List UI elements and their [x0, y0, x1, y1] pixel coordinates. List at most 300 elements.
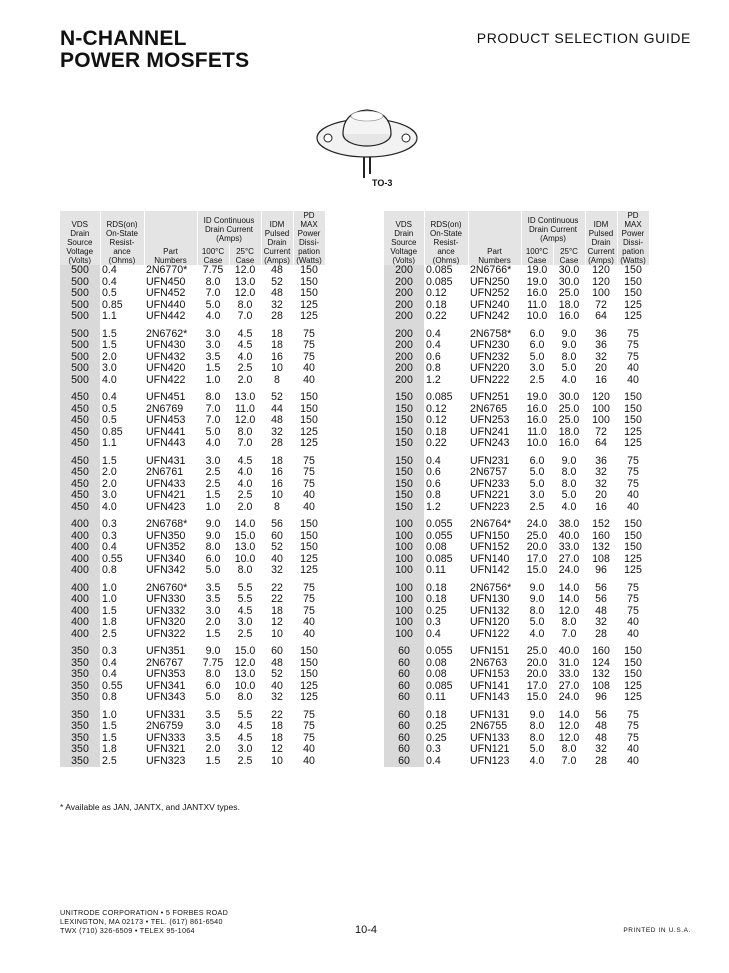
rds-cell: 0.3: [102, 529, 117, 542]
id100-cell: 9.0: [529, 593, 545, 605]
table-row: [384, 704, 649, 722]
idm-cell: 52: [271, 541, 283, 553]
pd-cell: 40: [627, 627, 639, 640]
vds-cell: 400: [60, 606, 100, 618]
id25-cell: 7.0: [237, 310, 253, 322]
pd-cell: 150: [300, 541, 318, 553]
idm-cell: 96: [595, 691, 607, 703]
id100-cell: 1.5: [205, 362, 221, 374]
vds-header: VDS Drain Source Voltage (Volts): [60, 211, 100, 265]
pd-cell: 150: [624, 518, 642, 530]
rds-cell: 2.5: [102, 754, 117, 767]
id100-cell: 25.0: [526, 529, 548, 542]
part-number-cell: UFN122: [470, 627, 510, 640]
vds-cell: 200: [384, 311, 424, 323]
id100-cell: 8.0: [529, 731, 545, 744]
table-row: [384, 490, 649, 502]
table-row: [384, 721, 649, 733]
id25-cell: 13.0: [234, 275, 256, 288]
part-number-cell: UFN130: [470, 593, 510, 605]
id25-cell: 4.0: [237, 477, 253, 490]
vds-cell: 60: [384, 721, 424, 733]
table-row: [384, 450, 649, 468]
id100-cell: 16.0: [526, 287, 548, 299]
rds-cell: 0.12: [426, 402, 447, 415]
part-number-cell: UFN153: [470, 668, 510, 680]
id25-cell: 4.0: [237, 350, 253, 363]
pd-cell: 150: [624, 402, 642, 415]
pd-cell: 125: [300, 564, 318, 576]
table-row: [60, 352, 325, 364]
id100-cell: 10.0: [526, 310, 548, 322]
id100-cell: 9.0: [205, 645, 221, 657]
idm-cell: 36: [595, 454, 607, 467]
table-row: [384, 554, 649, 566]
idm-cell: 40: [271, 552, 283, 565]
id100-cell: 15.0: [526, 691, 548, 703]
vds-cell: 350: [60, 669, 100, 681]
pd-cell: 75: [627, 593, 639, 605]
id100-cell: 5.0: [529, 477, 545, 490]
part-number-cell: UFN440: [146, 298, 186, 311]
id100-cell: 4.0: [529, 754, 545, 767]
id100-cell: 3.0: [205, 604, 221, 617]
part-number-cell: UFN350: [146, 529, 186, 542]
table-row: [384, 288, 649, 300]
idm-cell: 48: [595, 604, 607, 617]
rds-cell: 0.3: [426, 743, 441, 755]
rds-cell: 0.4: [102, 264, 117, 276]
vds-cell: 200: [384, 323, 424, 341]
part-number-cell: 2N6756*: [470, 581, 512, 594]
id25-cell: 10.0: [234, 552, 256, 565]
table-row: [384, 323, 649, 341]
table-row: [384, 629, 649, 641]
id25-cell: 4.5: [237, 731, 253, 744]
vds-cell: 60: [384, 669, 424, 681]
pd-cell: 40: [303, 489, 315, 501]
table-row: [384, 513, 649, 531]
rds-cell: 0.11: [426, 691, 446, 703]
part-number-cell: UFN441: [146, 425, 186, 438]
vds-cell: 150: [384, 490, 424, 502]
id25-cell: 10.0: [234, 679, 256, 692]
idm-cell: 18: [271, 327, 283, 340]
part-header: Part Numbers: [144, 211, 197, 265]
pd-header: PD MAX Power Dissi- pation (Watts): [293, 211, 325, 265]
id100-cell: 20.0: [526, 541, 548, 553]
idm-cell: 20: [595, 362, 607, 374]
part-number-cell: UFN423: [146, 500, 186, 513]
part-number-cell: 2N6768*: [146, 518, 188, 530]
vds-cell: 450: [60, 438, 100, 450]
idm-cell: 22: [271, 581, 283, 594]
pd-cell: 75: [627, 350, 639, 363]
pd-cell: 75: [303, 454, 315, 467]
pd-cell: 150: [624, 668, 642, 680]
pd-header: PD MAX Power Dissi- pation (Watts): [617, 211, 649, 265]
idm-cell: 64: [595, 310, 607, 322]
vds-cell: 350: [60, 704, 100, 722]
idm-cell: 132: [592, 668, 610, 680]
idm-cell: 36: [595, 327, 607, 340]
rds-cell: 0.5: [102, 287, 117, 299]
vds-cell: 500: [60, 311, 100, 323]
company-address: [60, 908, 228, 935]
part-number-cell: UFN253: [470, 414, 510, 426]
idm-cell: 18: [271, 720, 283, 732]
id100-cell: 3.0: [205, 454, 221, 467]
pd-cell: 150: [300, 414, 318, 426]
part-number-cell: UFN453: [146, 414, 186, 426]
idm-cell: 12: [271, 743, 283, 755]
pd-cell: 150: [624, 645, 642, 657]
pd-cell: 40: [303, 627, 315, 640]
part-number-cell: UFN422: [146, 373, 186, 386]
id25-cell: 5.5: [237, 581, 253, 594]
id25-header: 25°C Case: [553, 243, 585, 265]
rds-cell: 0.085: [426, 264, 453, 276]
vds-cell: 100: [384, 594, 424, 606]
vds-cell: 400: [60, 629, 100, 641]
pd-cell: 150: [624, 541, 642, 553]
table-row: [60, 311, 325, 323]
idm-cell: 28: [271, 437, 283, 449]
footnote: * Available as JAN, JANTX, and JANTXV types.: [60, 802, 240, 812]
rds-cell: 0.08: [426, 656, 447, 669]
id100-cell: 8.0: [529, 720, 545, 732]
rds-cell: 0.085: [426, 552, 453, 565]
id25-cell: 2.5: [237, 754, 253, 767]
to3-package-icon: [312, 100, 422, 190]
part-number-cell: UFN321: [146, 743, 186, 755]
id25-cell: 24.0: [558, 564, 580, 576]
rds-cell: 0.085: [426, 391, 453, 403]
vds-cell: 350: [60, 721, 100, 733]
table-row: [60, 629, 325, 641]
id25-cell: 9.0: [561, 327, 577, 340]
id100-cell: 4.0: [205, 437, 221, 449]
pd-cell: 150: [624, 264, 642, 276]
pd-cell: 125: [300, 437, 318, 449]
idm-cell: 64: [595, 437, 607, 449]
id25-cell: 8.0: [561, 743, 577, 755]
id25-cell: 13.0: [234, 668, 256, 680]
vds-cell: 60: [384, 704, 424, 722]
id100-cell: 8.0: [529, 604, 545, 617]
rds-cell: 0.6: [426, 477, 441, 490]
id25-cell: 14.0: [558, 581, 580, 594]
vds-cell: 400: [60, 513, 100, 531]
part-number-cell: 2N6770*: [146, 264, 188, 276]
idm-cell: 52: [271, 275, 283, 288]
idm-cell: 16: [595, 373, 607, 386]
idm-cell: 56: [595, 708, 607, 721]
guide-heading: PRODUCT SELECTION GUIDE: [476, 30, 691, 46]
id100-cell: 5.0: [205, 298, 221, 311]
vds-cell: 400: [60, 565, 100, 577]
idm-cell: 32: [595, 743, 607, 755]
id25-cell: 2.0: [237, 373, 253, 386]
pd-cell: 75: [627, 708, 639, 721]
part-number-cell: UFN351: [146, 645, 186, 657]
part-number-cell: UFN322: [146, 627, 186, 640]
rds-cell: 0.85: [102, 425, 123, 438]
rds-cell: 2.0: [102, 466, 117, 478]
rds-cell: 1.0: [102, 708, 117, 721]
part-number-cell: UFN121: [470, 743, 510, 755]
pd-cell: 75: [627, 327, 639, 340]
idm-cell: 32: [271, 298, 283, 311]
part-number-cell: UFN341: [146, 679, 186, 692]
table-row: [384, 311, 649, 323]
id25-cell: 31.0: [558, 656, 580, 669]
table-row: [60, 340, 325, 352]
idm-cell: 120: [592, 391, 610, 403]
id100-cell: 5.0: [205, 564, 221, 576]
rds-cell: 0.4: [426, 339, 441, 351]
table-row: [60, 288, 325, 300]
vds-cell: 100: [384, 554, 424, 566]
pd-cell: 40: [627, 489, 639, 501]
table-row: [60, 756, 325, 768]
part-number-cell: UFN252: [470, 287, 510, 299]
idm-cell: 16: [271, 477, 283, 490]
pd-cell: 150: [300, 518, 318, 530]
id100-cell: 3.0: [205, 339, 221, 351]
rds-cell: 0.08: [426, 668, 447, 680]
pd-cell: 75: [627, 339, 639, 351]
idm-cell: 96: [595, 564, 607, 576]
part-number-cell: UFN340: [146, 552, 186, 565]
pd-cell: 75: [303, 708, 315, 721]
id-header: ID Continuous Drain Current (Amps): [197, 211, 261, 243]
id25-cell: 12.0: [558, 604, 580, 617]
rds-cell: 0.8: [426, 362, 441, 374]
id100-cell: 8.0: [205, 541, 221, 553]
vds-cell: 350: [60, 658, 100, 670]
id25-cell: 7.0: [561, 754, 577, 767]
rds-cell: 1.5: [102, 339, 117, 351]
rds-cell: 1.5: [102, 327, 117, 340]
id25-cell: 4.5: [237, 604, 253, 617]
id100-cell: 20.0: [526, 656, 548, 669]
id25-cell: 25.0: [558, 402, 580, 415]
pd-cell: 150: [624, 287, 642, 299]
part-number-cell: 2N6758*: [470, 327, 512, 340]
vds-cell: 400: [60, 542, 100, 554]
part-number-cell: UFN430: [146, 339, 186, 351]
rds-cell: 0.4: [102, 541, 117, 553]
id100-cell: 1.0: [205, 500, 221, 513]
printed-note: PRINTED IN U.S.A.: [623, 927, 691, 934]
vds-cell: 350: [60, 744, 100, 756]
rds-cell: 0.6: [426, 466, 441, 478]
id100-cell: 10.0: [526, 437, 548, 449]
vds-cell: 100: [384, 542, 424, 554]
part-number-cell: UFN231: [470, 454, 510, 467]
id25-cell: 12.0: [234, 656, 256, 669]
pd-cell: 75: [303, 466, 315, 478]
pd-cell: 125: [624, 437, 642, 449]
id100-cell: 20.0: [526, 668, 548, 680]
table-row: [60, 363, 325, 375]
rds-cell: 0.18: [426, 298, 447, 311]
rds-cell: 0.3: [102, 645, 117, 657]
id25-cell: 12.0: [234, 264, 256, 276]
id100-cell: 17.0: [526, 552, 548, 565]
part-number-cell: 2N6759: [146, 720, 184, 732]
part-number-cell: UFN230: [470, 339, 510, 351]
id25-cell: 3.0: [237, 743, 253, 755]
vds-cell: 400: [60, 594, 100, 606]
vds-cell: 500: [60, 352, 100, 364]
id25-cell: 13.0: [234, 391, 256, 403]
id25-cell: 4.5: [237, 339, 253, 351]
vds-header: VDS Drain Source Voltage (Volts): [384, 211, 424, 265]
vds-cell: 150: [384, 438, 424, 450]
id100-cell: 3.5: [205, 350, 221, 363]
table-row: [384, 386, 649, 404]
pd-cell: 75: [627, 477, 639, 490]
part-number-cell: 2N6763: [470, 656, 508, 669]
pd-cell: 125: [624, 679, 642, 692]
id100-cell: 15.0: [526, 564, 548, 576]
idm-cell: 8: [274, 373, 280, 386]
rds-header: RDS(on) On-State Resist- ance (Ohms): [100, 211, 144, 265]
vds-cell: 60: [384, 744, 424, 756]
vds-cell: 400: [60, 617, 100, 629]
idm-cell: 10: [271, 362, 283, 374]
part-number-cell: UFN330: [146, 593, 186, 605]
pd-cell: 150: [624, 275, 642, 288]
vds-cell: 200: [384, 300, 424, 312]
id25-cell: 14.0: [558, 593, 580, 605]
table-row: [384, 577, 649, 595]
vds-cell: 200: [384, 340, 424, 352]
idm-cell: 12: [271, 616, 283, 628]
id100-cell: 2.5: [205, 466, 221, 478]
table-row: [60, 577, 325, 595]
part-number-cell: UFN432: [146, 350, 186, 363]
id100-cell: 1.0: [205, 373, 221, 386]
table-row: [60, 721, 325, 733]
idm-cell: 72: [595, 298, 607, 311]
pd-cell: 40: [627, 500, 639, 513]
rds-cell: 0.4: [102, 391, 117, 403]
id25-cell: 13.0: [234, 541, 256, 553]
table-row: [384, 265, 649, 277]
table-row: [384, 756, 649, 768]
pd-cell: 125: [624, 298, 642, 311]
vds-cell: 200: [384, 352, 424, 364]
id100-header: 100°C Case: [521, 243, 553, 265]
id100-cell: 17.0: [526, 679, 548, 692]
id25-cell: 14.0: [234, 518, 256, 530]
pd-cell: 75: [303, 477, 315, 490]
idm-cell: 52: [271, 391, 283, 403]
rds-cell: 0.4: [426, 327, 441, 340]
rds-cell: 3.0: [102, 362, 117, 374]
part-number-cell: UFN223: [470, 500, 510, 513]
pd-cell: 150: [624, 656, 642, 669]
table-row: [384, 733, 649, 745]
id100-cell: 11.0: [527, 298, 547, 311]
part-number-cell: UFN232: [470, 350, 510, 363]
idm-cell: 32: [595, 466, 607, 478]
rds-cell: 1.5: [102, 720, 117, 732]
id100-cell: 5.0: [529, 616, 545, 628]
vds-cell: 450: [60, 467, 100, 479]
id25-cell: 8.0: [561, 350, 577, 363]
pd-cell: 125: [300, 298, 318, 311]
id25-cell: 8.0: [561, 466, 577, 478]
pd-cell: 150: [300, 264, 318, 276]
part-number-cell: UFN151: [470, 645, 510, 657]
part-number-cell: UFN240: [470, 298, 510, 311]
table-row: [384, 594, 649, 606]
title-line-2: POWER MOSFETS: [60, 49, 250, 72]
idm-cell: 56: [271, 518, 283, 530]
pd-cell: 75: [303, 731, 315, 744]
id100-cell: 9.0: [205, 529, 221, 542]
vds-cell: 450: [60, 427, 100, 439]
part-number-cell: UFN243: [470, 437, 510, 449]
part-number-cell: 2N6766*: [470, 264, 512, 276]
rds-cell: 0.18: [426, 593, 447, 605]
part-number-cell: UFN343: [146, 691, 186, 703]
pd-cell: 75: [303, 350, 315, 363]
table-row: [60, 450, 325, 468]
pd-cell: 150: [300, 529, 318, 542]
vds-cell: 400: [60, 577, 100, 595]
idm-cell: 36: [595, 339, 607, 351]
idm-cell: 132: [592, 541, 610, 553]
id25-cell: 8.0: [237, 298, 253, 311]
rds-cell: 0.12: [426, 414, 447, 426]
id25-cell: 12.0: [558, 731, 580, 744]
table-row: [60, 438, 325, 450]
idm-cell: 28: [595, 627, 607, 640]
id100-cell: 6.0: [205, 552, 221, 565]
idm-cell: 52: [271, 668, 283, 680]
idm-cell: 48: [271, 287, 283, 299]
id100-cell: 7.75: [202, 264, 224, 276]
vds-cell: 100: [384, 513, 424, 531]
part-number-cell: 2N6764*: [470, 518, 512, 530]
id100-cell: 24.0: [526, 518, 548, 530]
id100-cell: 1.5: [205, 627, 221, 640]
vds-cell: 100: [384, 606, 424, 618]
table-row: [384, 479, 649, 491]
rds-cell: 2.0: [102, 350, 117, 363]
part-number-cell: UFN242: [470, 310, 510, 322]
part-number-cell: UFN320: [146, 616, 186, 628]
part-number-cell: UFN342: [146, 564, 186, 576]
table-row: [60, 669, 325, 681]
rds-cell: 0.55: [102, 552, 123, 565]
vds-cell: 500: [60, 265, 100, 277]
id25-cell: 4.5: [237, 327, 253, 340]
table-row: [384, 692, 649, 704]
table-row: [384, 467, 649, 479]
vds-cell: 500: [60, 288, 100, 300]
rds-cell: 0.8: [102, 691, 117, 703]
part-number-cell: UFN433: [146, 477, 186, 490]
table-row: [384, 640, 649, 658]
id25-cell: 8.0: [237, 425, 253, 438]
rds-cell: 0.8: [426, 489, 441, 501]
